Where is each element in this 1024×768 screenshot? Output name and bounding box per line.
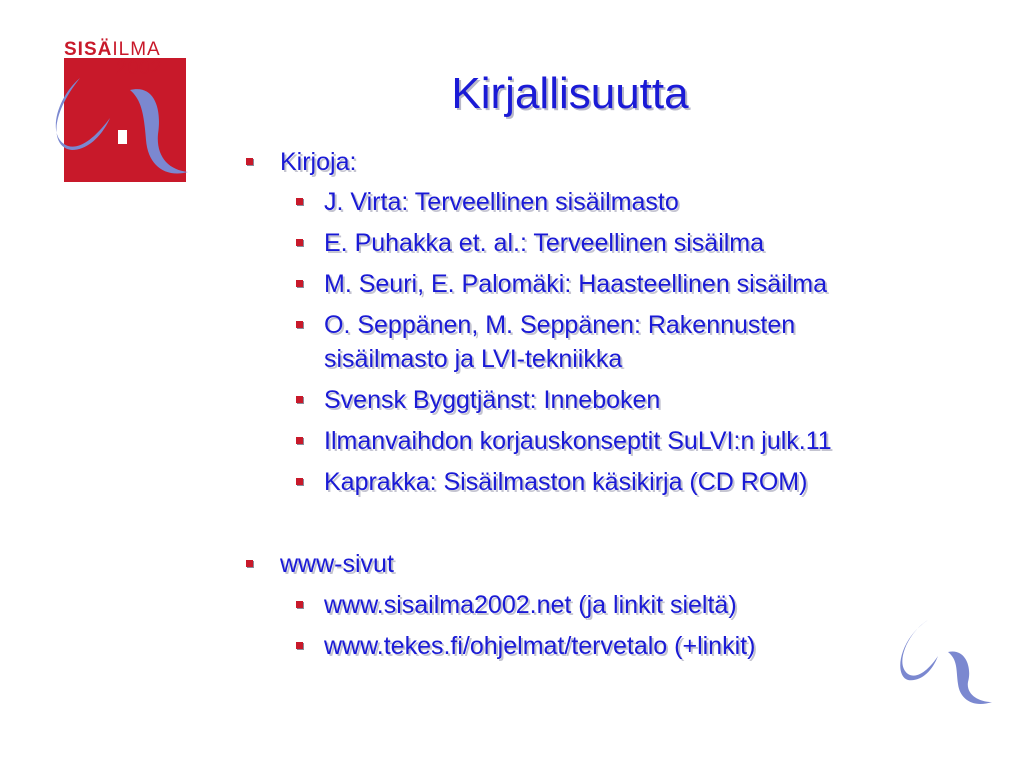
list-item-continuation [324,342,622,376]
list-item-text: sisäilmasto ja LVI-tekniikka [324,345,623,373]
list-item-text: E. Puhakka et. al.: Terveellinen sisäilma [324,229,765,257]
wave-decoration-icon [894,618,994,706]
list-item-text: Ilmanvaihdon korjauskonseptit SuLVI:n julk.11 [324,427,832,455]
wave-left [900,620,938,680]
list-item [324,226,764,260]
bullet-icon [296,239,303,246]
bullet-icon [296,642,303,649]
bullet-icon [296,198,303,205]
bullet-icon [296,321,303,328]
list-item-text: O. Seppänen, M. Seppänen: Rakennusten [324,311,796,339]
section-label: www-sivut [280,550,394,578]
bullet-icon [296,396,303,403]
logo-text-year: 2002 [116,58,163,79]
bullet-icon [296,280,303,287]
list-item-text: J. Virta: Terveellinen sisäilmasto [324,188,679,216]
section-label: Kirjoja: [280,148,357,176]
logo-text-bold: SISÄ [64,39,113,60]
bullet-icon [246,158,253,165]
list-item [324,629,755,663]
list-item [324,383,660,417]
bullet-icon [246,560,253,567]
section-books [280,145,356,179]
list-item-text: Svensk Byggtjänst: Inneboken [324,386,661,414]
bullet-icon [296,478,303,485]
list-item-text: Kaprakka: Sisäilmaston käsikirja (CD ROM) [324,468,808,496]
list-item [324,308,795,342]
list-item [324,267,827,301]
slide-title: Kirjallisuutta [451,69,689,118]
bullet-icon [296,601,303,608]
list-item [324,424,832,458]
list-item [324,588,737,622]
list-item-text: www.sisailma2002.net (ja linkit sieltä) [324,591,737,619]
list-item [324,465,807,499]
section-websites [280,547,394,581]
bullet-icon [296,437,303,444]
wave-right [948,651,992,704]
logo-text-rest: ILMA [112,39,161,60]
list-item-text: M. Seuri, E. Palomäki: Haasteellinen sisäilma [324,270,827,298]
list-item [324,185,679,219]
list-item-text: www.tekes.fi/ohjelmat/tervetalo (+linkit) [324,632,756,660]
